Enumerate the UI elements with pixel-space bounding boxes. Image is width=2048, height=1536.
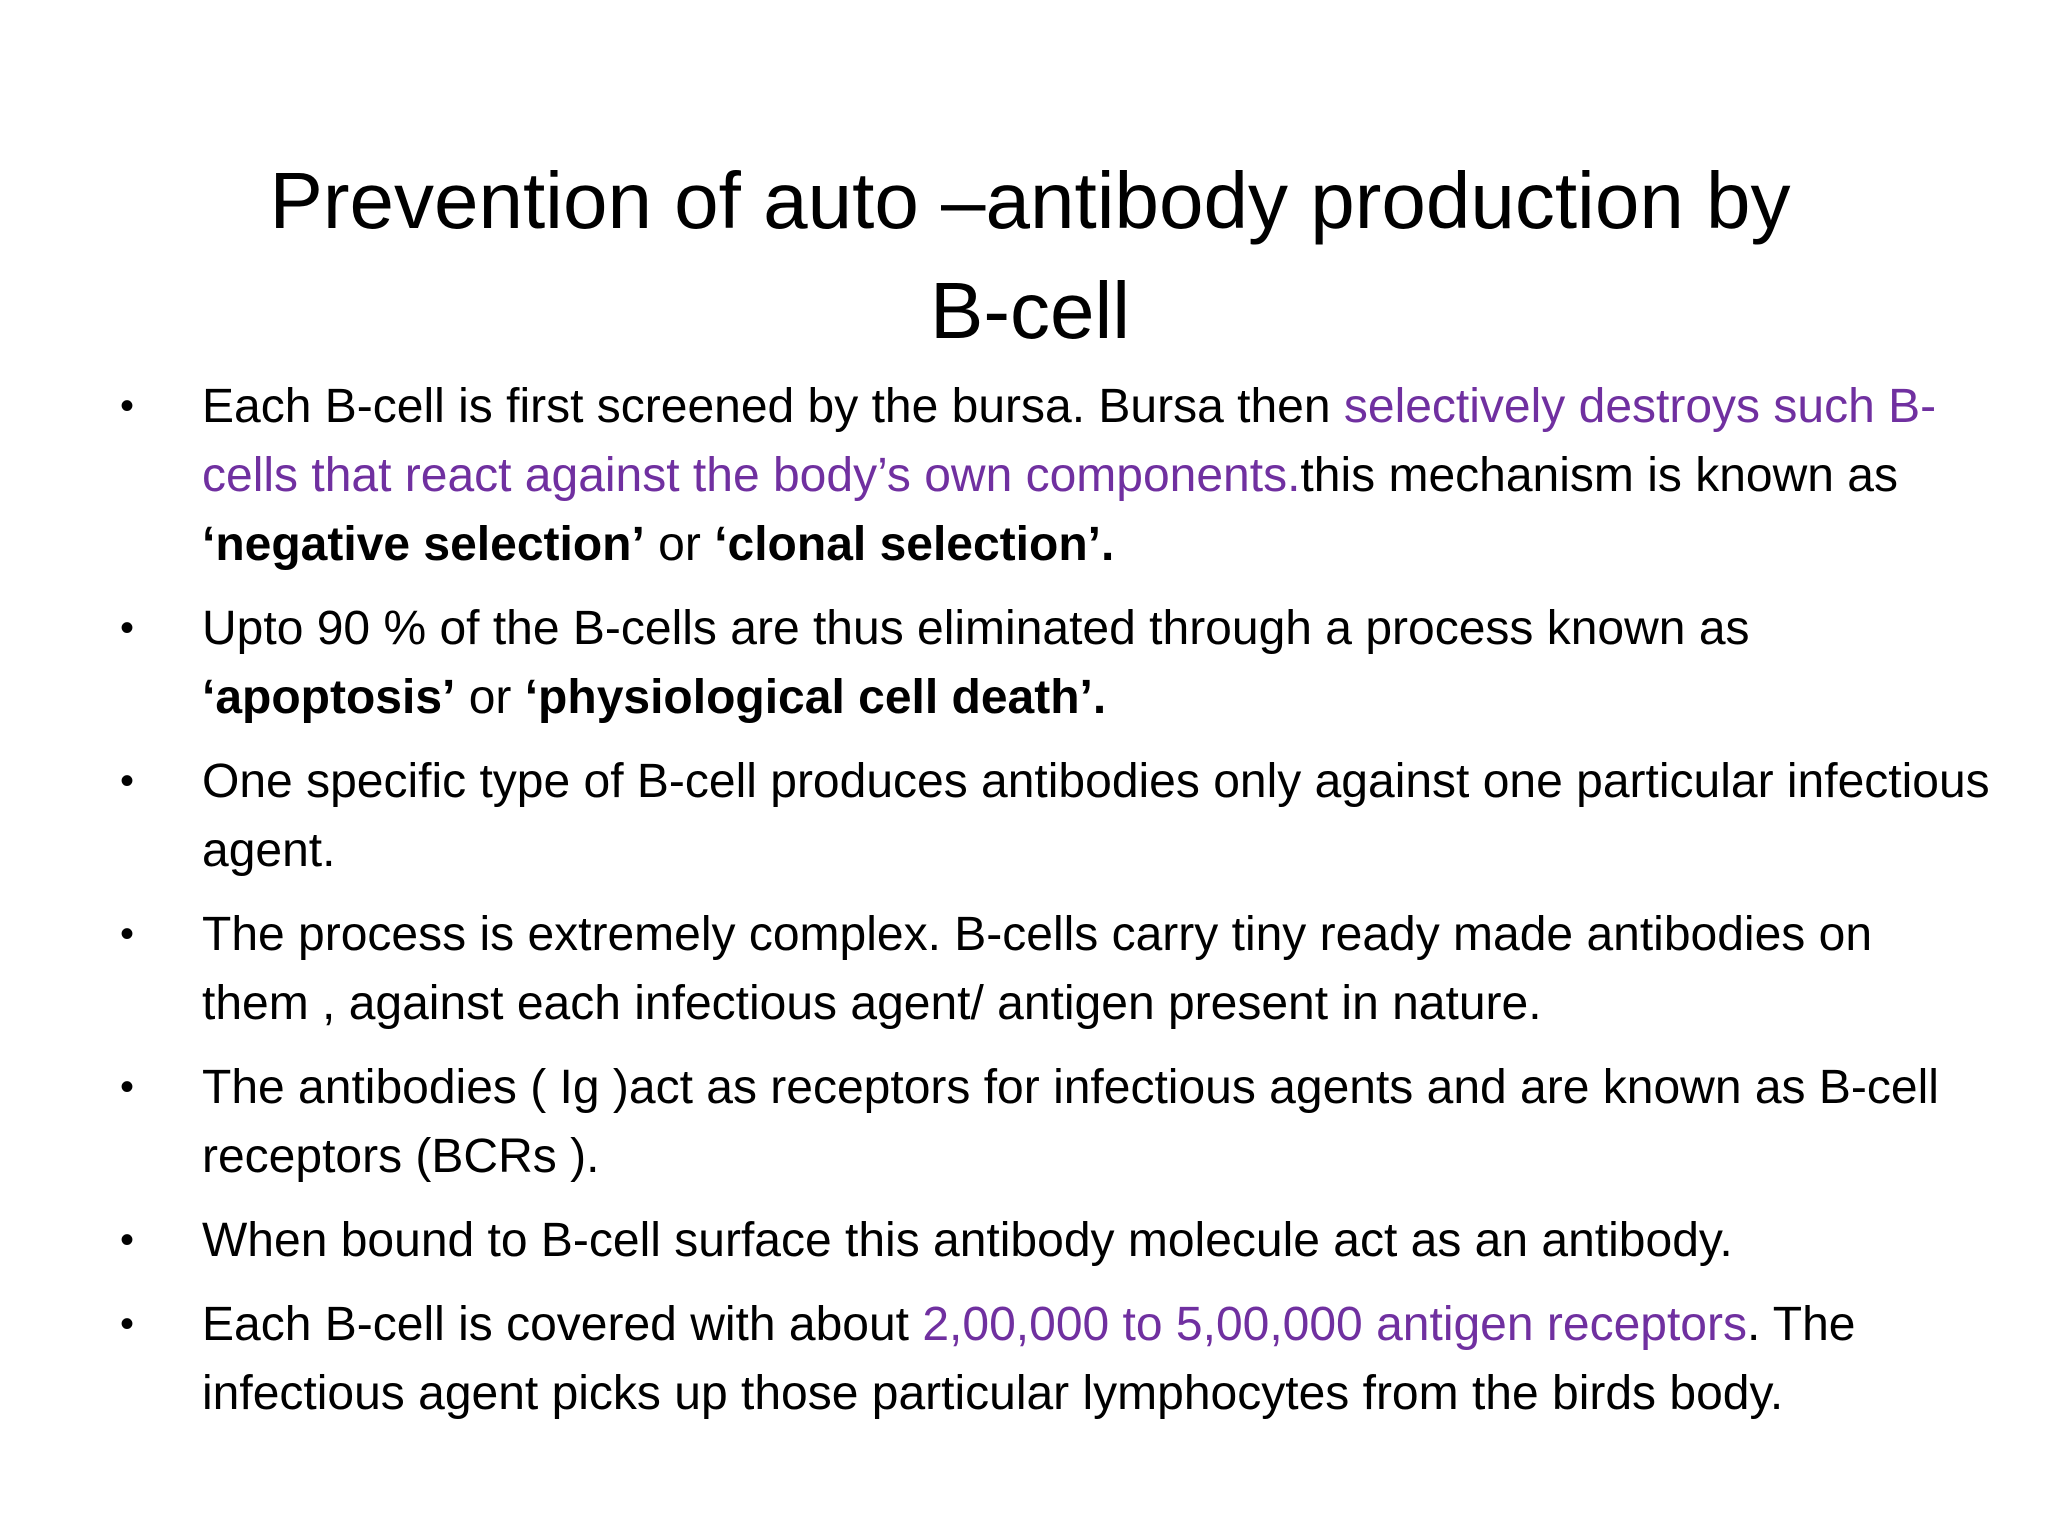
bullet-item-7 bbox=[110, 1290, 1990, 1428]
slide-title-line-1: Prevention of auto –antibody production by bbox=[269, 155, 1791, 245]
slide-title bbox=[140, 146, 1920, 366]
bullet-3-text: One specific type of B-cell produces antibodies only against one particular infectious agent. bbox=[202, 755, 1990, 877]
bullet-1-text-2: this mechanism is known as bbox=[1300, 449, 1898, 502]
bullet-item-2 bbox=[110, 594, 1990, 732]
bullet-list bbox=[110, 372, 1990, 1443]
bullet-icon: • bbox=[120, 1302, 135, 1346]
bullet-item-6 bbox=[110, 1206, 1990, 1275]
bullet-icon: • bbox=[120, 1218, 135, 1262]
slide-title-line-2: B-cell bbox=[929, 265, 1131, 355]
bullet-2-term-apoptosis: ‘apoptosis’ bbox=[202, 671, 456, 724]
bullet-1-term-clonal-selection: ‘clonal selection’. bbox=[714, 518, 1115, 571]
bullet-item-3 bbox=[110, 747, 1990, 885]
bullet-item-4 bbox=[110, 900, 1990, 1038]
bullet-7-highlight: 2,00,000 to 5,00,000 antigen receptors bbox=[922, 1298, 1747, 1351]
bullet-item-1 bbox=[110, 372, 1990, 579]
bullet-5-text: The antibodies ( Ig )act as receptors for infectious agents and are known as B-cell receptors (BCRs ). bbox=[202, 1061, 1939, 1183]
bullet-6-text: When bound to B-cell surface this antibody molecule act as an antibody. bbox=[202, 1214, 1733, 1267]
bullet-1-text: Each B-cell is first screened by the bursa. Bursa then bbox=[202, 380, 1344, 433]
bullet-4-text: The process is extremely complex. B-cells carry tiny ready made antibodies on them , against each infectious agent/ antigen present in nature. bbox=[202, 908, 1873, 1030]
bullet-2-text: Upto 90 % of the B-cells are thus eliminated through a process known as bbox=[202, 602, 1750, 655]
bullet-1-text-3: or bbox=[644, 518, 715, 571]
bullet-2-term-physiological-cell-death: ‘physiological cell death’. bbox=[524, 671, 1107, 724]
bullet-icon: • bbox=[120, 1065, 135, 1109]
bullet-2-text-2: or bbox=[455, 671, 525, 724]
bullet-icon: • bbox=[120, 606, 135, 650]
bullet-item-5 bbox=[110, 1053, 1990, 1191]
bullet-icon: • bbox=[120, 912, 135, 956]
bullet-7-text: Each B-cell is covered with about bbox=[202, 1298, 923, 1351]
bullet-1-highlight: selectively destroys such B-cells that react against the body’s own components. bbox=[202, 380, 1937, 502]
bullet-7-text-2: . The infectious agent picks up those particular lymphocytes from the birds body. bbox=[202, 1298, 1856, 1420]
bullet-icon: • bbox=[120, 759, 135, 803]
bullet-1-term-negative-selection: ‘negative selection’ bbox=[202, 518, 645, 571]
bullet-icon: • bbox=[120, 384, 135, 428]
